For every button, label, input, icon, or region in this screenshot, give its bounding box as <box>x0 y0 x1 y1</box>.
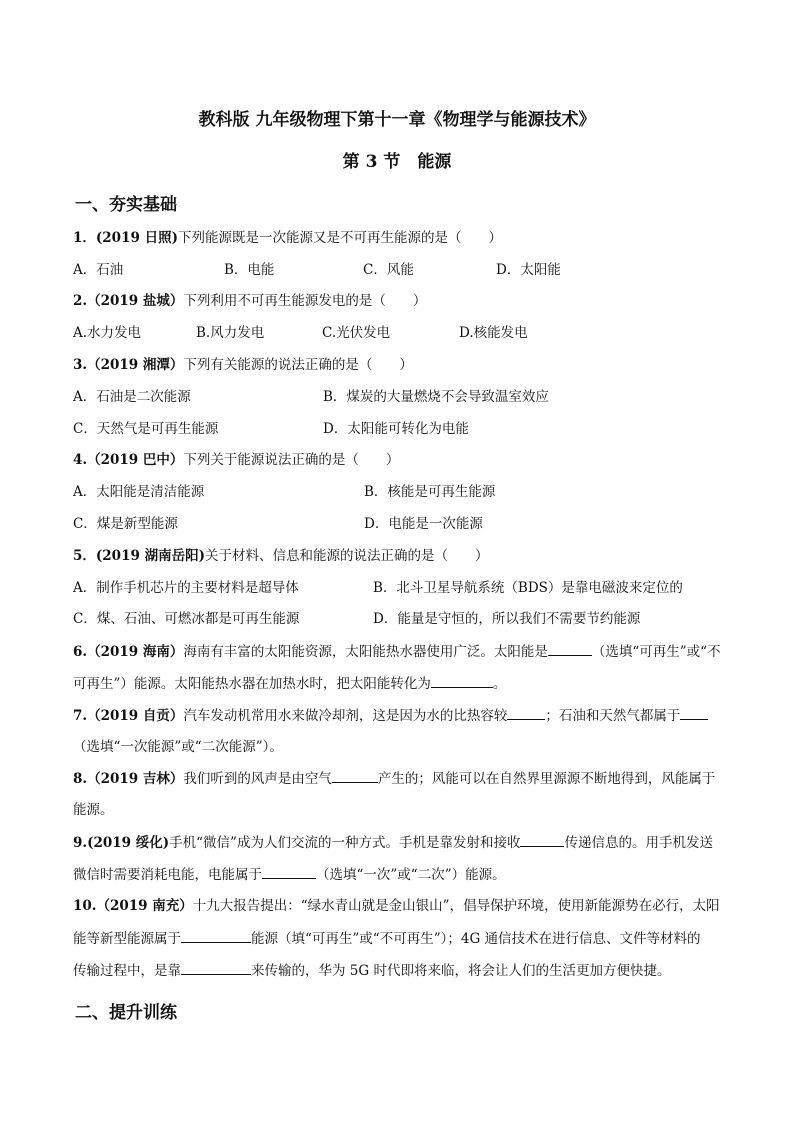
option-c: C．煤是新型能源 <box>73 516 178 532</box>
option-b: B．核能是可再生能源 <box>364 484 496 500</box>
question-number: 5． <box>73 548 96 564</box>
option-a: A．制作手机芯片的主要材料是超导体 <box>73 580 299 596</box>
question-4 <box>73 451 399 469</box>
option-b: B．北斗卫星导航系统（BDS）是靠电磁波来定位的 <box>373 580 683 596</box>
question-10-line-3 <box>73 961 670 980</box>
question-source: (2019 湖南岳阳) <box>95 548 205 564</box>
question-stem: 下列能源既是一次能源又是不可再生能源的是（ ） <box>177 230 502 246</box>
question-number: 3. <box>73 357 88 373</box>
question-text: 汽车发动机常用水来做冷却剂，这是因为水的比热容较 <box>183 708 508 724</box>
option-c: C．煤、石油、可燃冰都是可再生能源 <box>73 611 300 627</box>
question-5 <box>73 547 488 565</box>
question-number: 7. <box>73 708 88 724</box>
question-number: 8. <box>73 771 88 787</box>
question-7-line-2 <box>73 738 283 756</box>
answer-blank[interactable] <box>431 674 493 688</box>
answer-blank[interactable] <box>332 769 378 783</box>
option-b: B．煤炭的大量燃烧不会导致温室效应 <box>323 389 549 405</box>
question-text: 手机“微信”成为人们交流的一种方式。手机是靠发射和接收 <box>169 835 521 851</box>
question-7 <box>73 706 708 725</box>
question-9 <box>73 833 713 852</box>
question-text: ；石油和天然气都属于 <box>545 708 681 724</box>
option-b: B.风力发电 <box>196 325 265 341</box>
question-text: 。 <box>492 676 507 692</box>
answer-blank[interactable] <box>520 833 564 847</box>
question-number: 1． <box>73 230 96 246</box>
option-d: D．太阳能可转化为电能 <box>323 421 469 437</box>
option-a: A.水力发电 <box>73 325 142 341</box>
question-10-line-2 <box>73 929 701 948</box>
question-stem: 下列有关能源的说法正确的是（ ） <box>183 357 413 373</box>
option-d: D．电能是一次能源 <box>364 516 483 532</box>
question-10 <box>73 897 720 915</box>
question-stem: 下列关于能源说法正确的是（ ） <box>183 452 400 468</box>
option-d: D．能量是守恒的，所以我们不需要节约能源 <box>373 611 641 627</box>
question-source: （2019 自贡） <box>87 708 184 724</box>
answer-blank[interactable] <box>181 961 251 975</box>
question-8 <box>73 769 715 788</box>
answer-blank[interactable] <box>680 706 708 720</box>
question-number: 2. <box>73 293 88 309</box>
question-text: 能源（填“可再生”或“不可再生”）；4G 通信技术在进行信息、文件等材料的 <box>251 931 701 947</box>
question-text: 我们听到的风声是由空气 <box>183 771 332 787</box>
question-stem: 关于材料、信息和能源的说法正确的是（ ） <box>204 548 489 564</box>
question-2 <box>73 292 426 310</box>
option-c: C．风能 <box>363 262 414 278</box>
question-source: （2019 吉林） <box>87 771 184 787</box>
question-6-line-2 <box>73 674 506 693</box>
question-text: （选填“可再生”或“不 <box>591 644 721 660</box>
question-text: 能源。 <box>73 802 114 818</box>
answer-blank[interactable] <box>548 642 592 656</box>
question-6 <box>73 642 721 661</box>
question-text: （选填“一次能源”或“二次能源”）。 <box>73 739 283 755</box>
option-a: A．石油 <box>73 262 124 278</box>
question-source: （2019 湘潭） <box>87 357 184 373</box>
question-number: 4. <box>73 452 88 468</box>
question-text: 传递信息的。用手机发送 <box>564 835 713 851</box>
question-stem: 下列利用不可再生能源发电的是（ ） <box>183 293 427 309</box>
section-heading-advanced: 二、提升训练 <box>75 1003 177 1023</box>
section-subtitle: 第 3 节 能源 <box>342 152 452 172</box>
option-a: A．太阳能是清洁能源 <box>73 484 205 500</box>
question-number: 6. <box>73 644 88 660</box>
question-3 <box>73 356 413 374</box>
question-text: 十九大报告提出：“绿水青山就是金山银山”，倡导保护环境，使用新能源势在必行，太阳 <box>192 898 720 914</box>
document-title: 教科版 九年级物理下第十一章《物理学与能源技术》 <box>198 110 596 130</box>
option-d: D.核能发电 <box>459 325 528 341</box>
answer-blank[interactable] <box>181 929 251 943</box>
question-source: （2019 海南） <box>87 644 184 660</box>
section-heading-basics: 一、夯实基础 <box>75 195 177 215</box>
question-text: 来传输的，华为 5G 时代即将来临，将会让人们的生活更加方便快捷。 <box>251 963 671 979</box>
question-source: （2019 盐城） <box>87 293 184 309</box>
question-text: 微信时需要消耗电能，电能属于 <box>73 867 262 883</box>
question-text: 海南有丰富的太阳能资源，太阳能热水器使用广泛。太阳能是 <box>183 644 548 660</box>
question-text: （选填“一次”或“二次”）能源。 <box>316 867 506 883</box>
option-c: C．天然气是可再生能源 <box>73 421 219 437</box>
question-1 <box>73 229 502 247</box>
option-d: D．太阳能 <box>496 262 561 278</box>
question-source: （2019 南充） <box>96 898 193 914</box>
option-c: C.光伏发电 <box>322 325 391 341</box>
question-text: 可再生”）能源。太阳能热水器在加热水时，把太阳能转化为 <box>73 676 431 692</box>
option-b: B．电能 <box>224 262 275 278</box>
question-text: 产生的；风能可以在自然界里源源不断地得到，风能属于 <box>377 771 716 787</box>
question-8-line-2 <box>73 801 114 819</box>
question-source: (2019 日照) <box>95 230 178 246</box>
question-text: 传输过程中，是靠 <box>73 963 181 979</box>
answer-blank[interactable] <box>262 865 316 879</box>
option-a: A．石油是二次能源 <box>73 389 191 405</box>
question-text: 能等新型能源属于 <box>73 931 181 947</box>
question-number: 9. <box>73 835 88 851</box>
answer-blank[interactable] <box>507 706 545 720</box>
question-source: (2019 绥化) <box>87 835 170 851</box>
question-number: 10. <box>73 898 97 914</box>
question-source: （2019 巴中） <box>87 452 184 468</box>
question-9-line-2 <box>73 865 506 884</box>
